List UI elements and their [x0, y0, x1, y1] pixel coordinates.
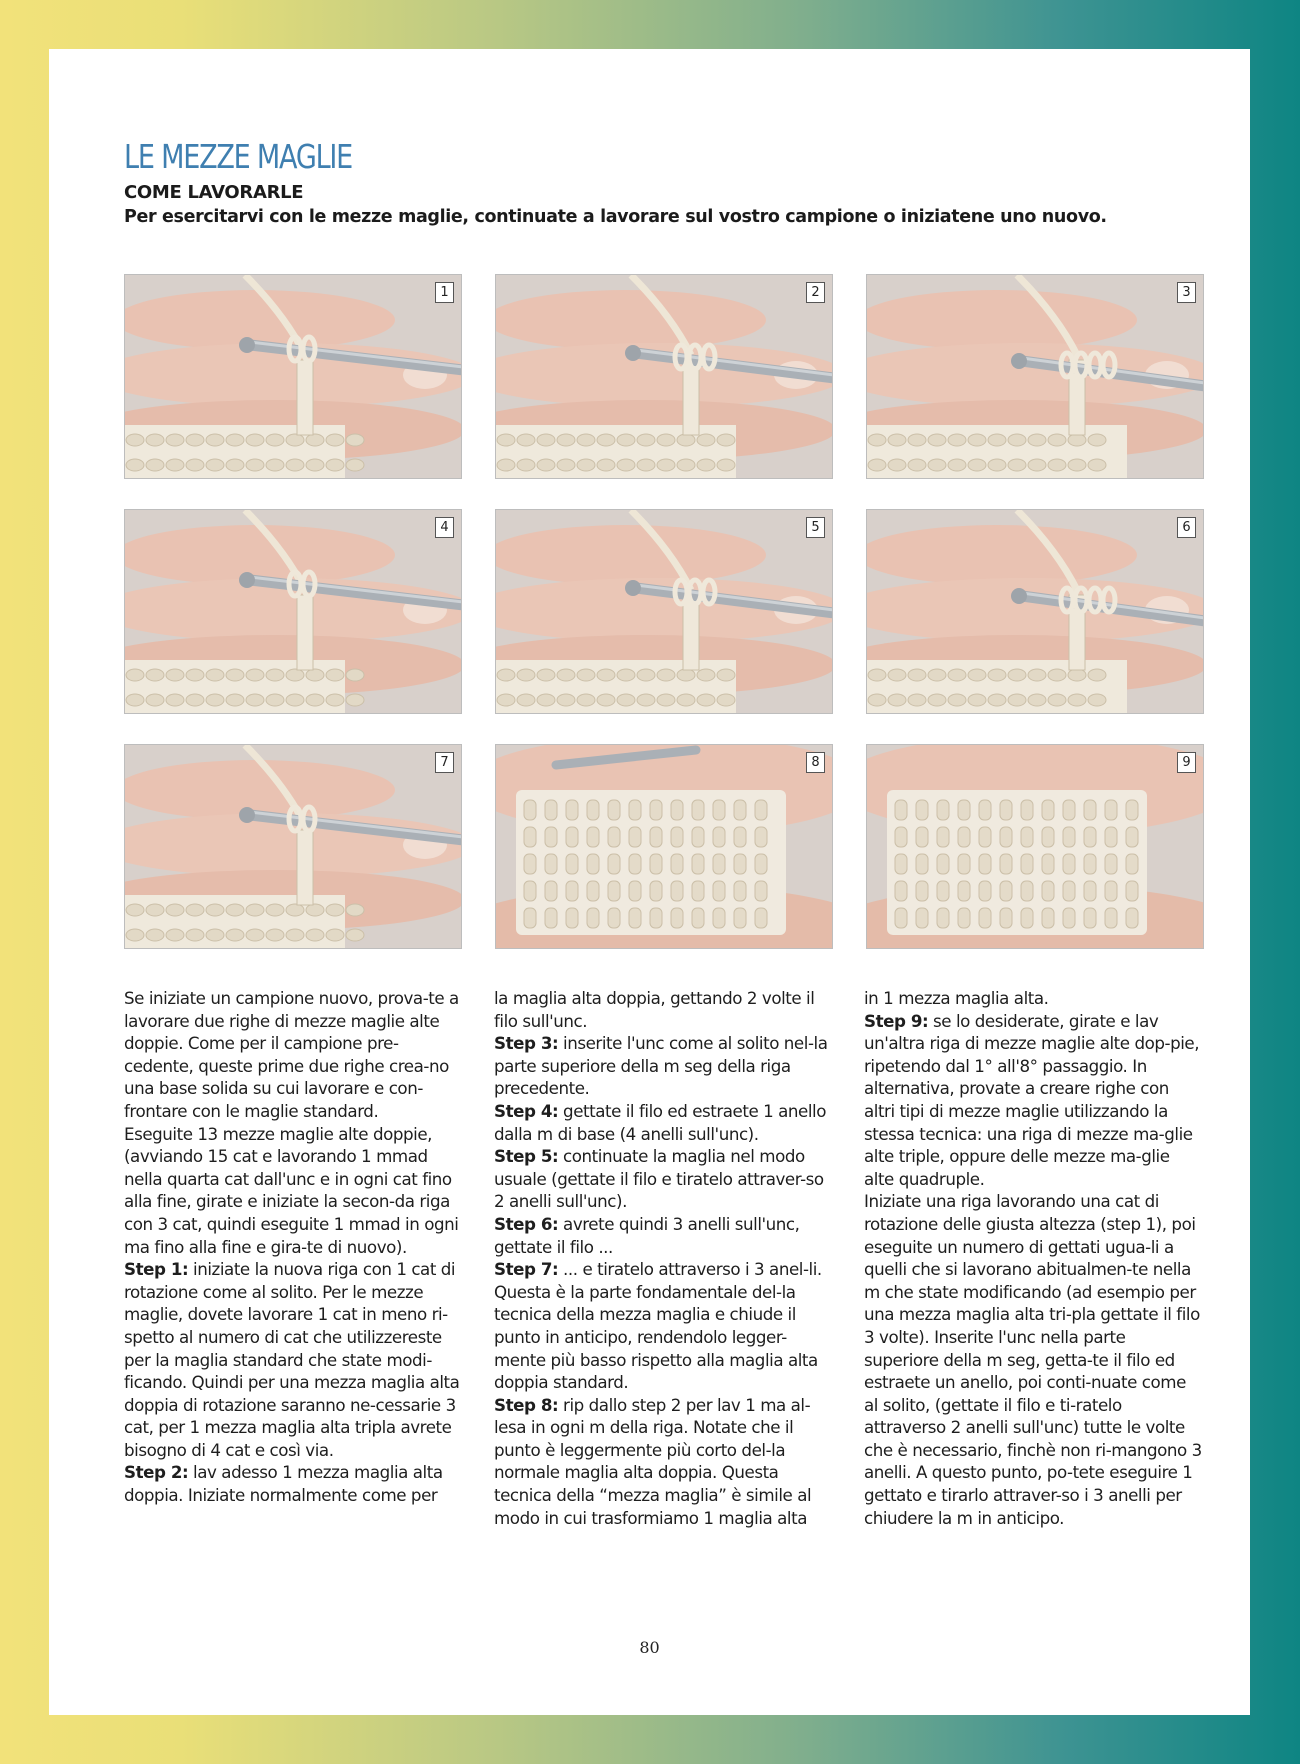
photo-number-badge: 3 [1177, 282, 1196, 303]
photo-number-badge: 9 [1177, 752, 1196, 773]
paragraph-text: in 1 mezza maglia alta. [864, 988, 1049, 1008]
paragraph-text: inserite l'unc come al solito nel-la parte superiore della m seg della riga precedente. [494, 1033, 828, 1099]
step-label: Step 9: [864, 1010, 929, 1031]
paragraph [494, 1100, 834, 1145]
paragraph [494, 1394, 834, 1530]
paragraph-text: la maglia alta doppia, gettando 2 volte il filo sull'unc. [494, 988, 815, 1031]
hook-inserted-stitch-image [867, 275, 1204, 479]
photo-number-badge: 4 [435, 517, 454, 538]
paragraph-text: Se iniziate un campione nuovo, prova-te a lavorare due righe di mezze maglie alte doppie. Come per il campione pre-cedente, queste prime due righe crea-no una base solida su cui lavorare e con-frontare con le maglie standard. [124, 988, 459, 1121]
intro-text: Per esercitarvi con le mezze maglie, continuate a lavorare sul vostro campione o iniziatene uno nuovo. [124, 207, 1107, 227]
text-column-3 [864, 987, 1204, 1529]
step-photo-6 [866, 509, 1204, 714]
step-photo-9 [866, 744, 1204, 949]
hook-first-loop-image [125, 275, 462, 479]
paragraph [494, 1145, 834, 1213]
paragraph-text: lav adesso 1 mezza maglia alta doppia. Iniziate normalmente come per [124, 1462, 443, 1506]
paragraph [494, 1032, 834, 1100]
paragraph [124, 1123, 464, 1259]
photo-number-badge: 7 [435, 752, 454, 773]
step-photo-8 [495, 744, 833, 949]
section-subtitle: COME LAVORARLE [124, 182, 304, 203]
paragraph-text: avrete quindi 3 anelli sull'unc, gettate il filo ... [494, 1213, 800, 1257]
step-label: Step 6: [494, 1213, 559, 1234]
paragraph-text: rip dallo step 2 per lav 1 ma al-lesa in ogni m della riga. Notate che il punto è leggermente più corto del-la normale maglia alta doppia. Questa tecnica della “mezza maglia” è simile al modo in cui trasformiamo 1 maglia alta [494, 1394, 812, 1528]
hook-pull-through-two-image [496, 510, 833, 714]
step-photo-3 [866, 274, 1204, 479]
step-label: Step 8: [494, 1394, 559, 1415]
step-photo-1 [124, 274, 462, 479]
paragraph [864, 1190, 1204, 1529]
photo-number-badge: 1 [435, 282, 454, 303]
paragraph [124, 987, 464, 1123]
step-photo-5 [495, 509, 833, 714]
hook-pull-through-three-image [125, 745, 462, 949]
paragraph-text: ... e tiratelo attraverso i 3 anel-li. Questa è la parte fondamentale del-la tecnica della mezza maglia e chiude il punto in anticipo, rendendolo legger-mente più basso rispetto alla maglia alta doppia standard. [494, 1259, 822, 1393]
photo-number-badge: 5 [806, 517, 825, 538]
step-label: Step 4: [494, 1100, 559, 1121]
paragraph-text: continuate la maglia nel modo usuale (gettate il filo e tiratelo attraver-so 2 anelli sull'unc). [494, 1146, 824, 1212]
paragraph [494, 1213, 834, 1258]
step-photo-7 [124, 744, 462, 949]
hook-four-loops-image [125, 510, 462, 714]
paragraph-text: iniziate la nuova riga con 1 cat di rotazione come al solito. Per le mezze maglie, dovete lavorare 1 cat in meno ri-spetto al numero di cat che utilizzereste per la maglia standard che state modi-ficando. Quindi per una mezza maglia alta doppia di rotazione saranno ne-cessarie 3 cat, per 1 mezza maglia alta tripla avrete bisogno di 4 cat e così via. [124, 1259, 460, 1460]
text-column-2 [494, 987, 834, 1529]
text-column-1 [124, 987, 464, 1507]
paragraph [494, 987, 834, 1032]
photo-number-badge: 2 [806, 282, 825, 303]
step-photo-2 [495, 274, 833, 479]
paragraph-text: gettate il filo ed estraete 1 anello dalla m di base (4 anelli sull'unc). [494, 1100, 826, 1144]
hook-yarn-over-twice-image [496, 275, 833, 479]
paragraph-text: Eseguite 13 mezze maglie alte doppie, (avviando 15 cat e lavorando 1 mmad nella quarta cat dall'unc e in ogni cat fino alla fine, girate e iniziate la secon-da riga con 3 cat, quindi eseguite 1 mmad in ogni ma fino alla fine e gira-te di nuovo). [124, 1123, 459, 1257]
paragraph [494, 1258, 834, 1394]
page-sheet [49, 49, 1250, 1715]
photo-number-badge: 8 [806, 752, 825, 773]
photo-number-badge: 6 [1177, 517, 1196, 538]
step-label: Step 2: [124, 1462, 189, 1483]
swatch-in-hand-image [496, 745, 833, 949]
paragraph-text: Iniziate una riga lavorando una cat di rotazione delle giusta altezza (step 1), poi eseguite un numero di gettati ugua-li a quelli che si lavorano abitualmen-te nella m che state modificando (ad esempio per una mezza maglia alta tri-pla gettate il filo 3 volte). Inserite l'unc nella parte superiore della m seg, getta-te il filo ed estraete un anello, poi conti-nuate come al solito, (gettate il filo e ti-ratelo attraverso 2 anelli sull'unc) tutte le volte che è necessario, finchè non ri-mangono 3 anelli. A questo punto, po-tete eseguire 1 gettato e tirarlo attraver-so i 3 anelli per chiudere la m in anticipo. [864, 1191, 1202, 1528]
paragraph [124, 1461, 464, 1506]
step-label: Step 1: [124, 1259, 189, 1280]
page-title: LE MEZZE MAGLIE [124, 137, 353, 176]
finished-swatch-image [867, 745, 1204, 949]
paragraph [124, 1258, 464, 1461]
paragraph [864, 1010, 1204, 1191]
step-label: Step 3: [494, 1033, 559, 1054]
step-photo-4 [124, 509, 462, 714]
page-number: 80 [639, 1638, 660, 1657]
step-label: Step 5: [494, 1146, 559, 1167]
step-label: Step 7: [494, 1259, 559, 1280]
paragraph [864, 987, 1204, 1010]
paragraph-text: se lo desiderate, girate e lav un'altra riga di mezze maglie alte dop-pie, ripetendo dal 1° all'8° passaggio. In alternativa, provate a creare righe con altri tipi di mezze maglie utilizzando la stessa tecnica: una riga di mezze ma-glie alte triple, oppure delle mezze ma-glie alte quadruple. [864, 1010, 1200, 1189]
hook-three-loops-image [867, 510, 1204, 714]
